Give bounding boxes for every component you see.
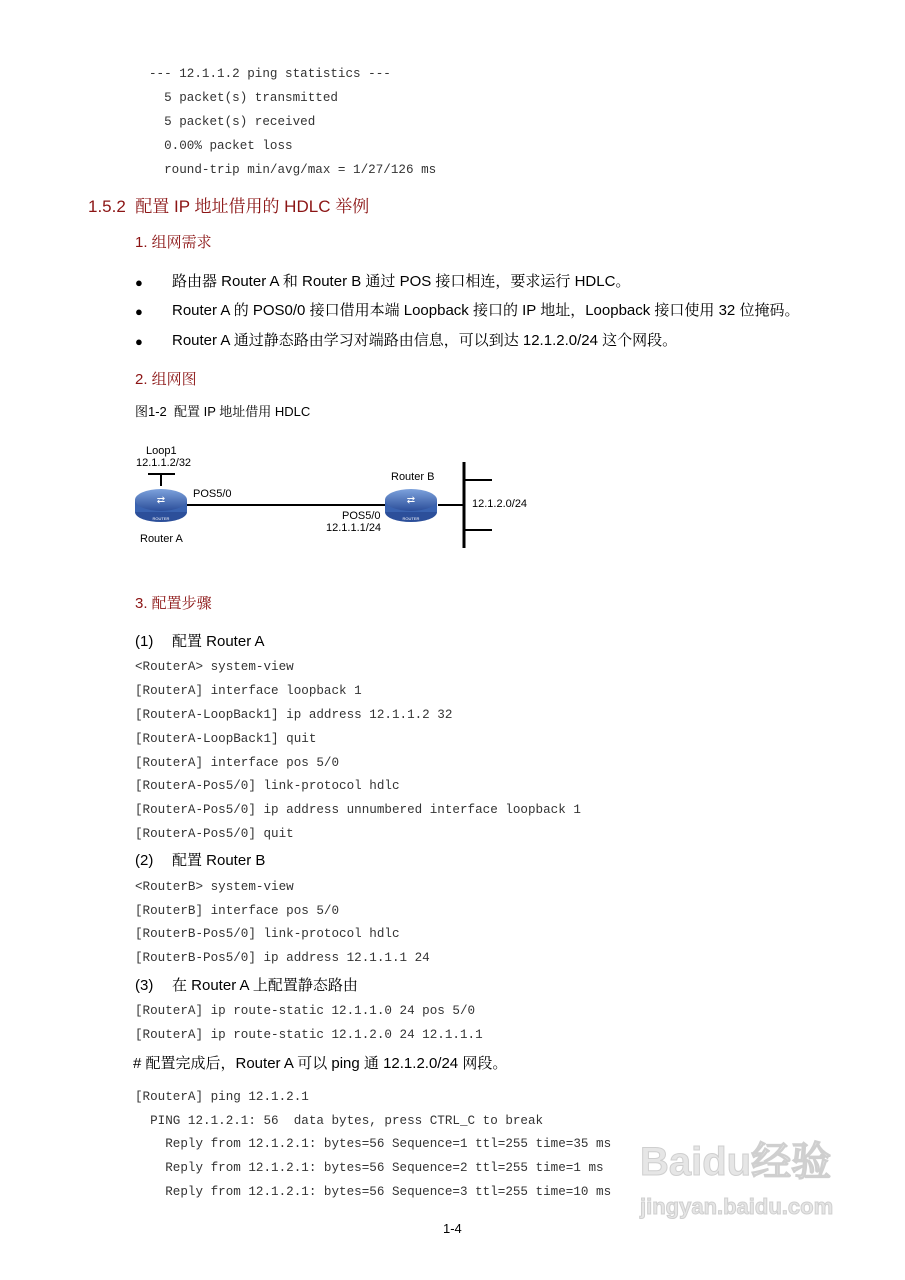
- code-line: [RouterA-Pos5/0] ip address unnumbered interface loopback 1: [135, 803, 581, 817]
- code-line: [RouterA-LoopBack1] quit: [135, 732, 317, 746]
- svg-text:ROUTER: ROUTER: [402, 516, 420, 521]
- watermark-brand: Baidu经验: [640, 1140, 832, 1184]
- code-line: [RouterB] interface pos 5/0: [135, 904, 340, 918]
- loop-label: Loop1: [146, 445, 177, 457]
- page-number: 1-4: [443, 1221, 462, 1236]
- section-title: 1.5.2 配置 IP 地址借用的 HDLC 举例: [88, 197, 370, 216]
- router-b-icon: [385, 489, 437, 522]
- bullet-icon: ●: [135, 334, 143, 349]
- step-label: 配置 Router A: [172, 633, 265, 650]
- code-line: Reply from 12.1.2.1: bytes=56 Sequence=2 ttl=255 time=1 ms: [135, 1161, 604, 1175]
- pos-a-label: POS5/0: [193, 488, 232, 500]
- bullet-icon: ●: [135, 275, 143, 290]
- baidu-watermark: [640, 1140, 833, 1220]
- figure-caption: 图1-2 配置 IP 地址借用 HDLC: [135, 404, 311, 419]
- code-line: 0.00% packet loss: [149, 139, 293, 153]
- network-label: 12.1.2.0/24: [472, 498, 528, 510]
- bullet-icon: ●: [135, 304, 143, 319]
- pos-b-ip: 12.1.1.1/24: [326, 522, 382, 534]
- code-line: 5 packet(s) received: [149, 115, 316, 129]
- diagram-heading: 2. 组网图: [135, 371, 197, 388]
- code-line: [RouterA] interface loopback 1: [135, 684, 362, 698]
- code-line: [RouterA-Pos5/0] link-protocol hdlc: [135, 779, 400, 793]
- watermark-url: jingyan.baidu.com: [640, 1194, 834, 1219]
- code-line: <RouterB> system-view: [135, 880, 294, 894]
- code-line: PING 12.1.2.1: 56 data bytes, press CTRL_C to break: [135, 1114, 544, 1128]
- code-line: <RouterA> system-view: [135, 660, 294, 674]
- code-line: [RouterA] ip route-static 12.1.1.0 24 pos 5/0: [135, 1004, 476, 1018]
- code-line: [RouterA] ping 12.1.2.1: [135, 1090, 309, 1104]
- code-line: [RouterB-Pos5/0] ip address 12.1.1.1 24: [135, 951, 430, 965]
- bullet-text: Router A 的 POS0/0 接口借用本端 Loopback 接口的 IP 地址，Loopback 接口使用 32 位掩码。: [172, 302, 800, 319]
- svg-text:ROUTER: ROUTER: [152, 516, 170, 521]
- loop-ip: 12.1.1.2/32: [136, 457, 192, 469]
- router-b-label: Router B: [391, 471, 435, 483]
- network-diagram: [120, 430, 540, 560]
- step-number: (3): [135, 977, 154, 994]
- code-line: --- 12.1.1.2 ping statistics ---: [149, 67, 391, 81]
- code-line: [RouterA] ip route-static 12.1.2.0 24 12.1.1.1: [135, 1028, 483, 1042]
- code-line: Reply from 12.1.2.1: bytes=56 Sequence=1 ttl=255 time=35 ms: [135, 1137, 612, 1151]
- code-line: [RouterA-Pos5/0] quit: [135, 827, 294, 841]
- svg-text:⇄: ⇄: [406, 495, 416, 506]
- requirements-heading: 1. 组网需求: [135, 234, 212, 251]
- code-line: 5 packet(s) transmitted: [149, 91, 338, 105]
- svg-text:⇄: ⇄: [156, 495, 166, 506]
- router-a-label: Router A: [140, 533, 183, 545]
- steps-heading: 3. 配置步骤: [135, 595, 212, 612]
- code-line: [RouterA-LoopBack1] ip address 12.1.1.2 32: [135, 708, 453, 722]
- result-note: # 配置完成后，Router A 可以 ping 通 12.1.2.0/24 网段。: [133, 1055, 508, 1072]
- step-label: 在 Router A 上配置静态路由: [172, 977, 358, 994]
- step-number: (2): [135, 852, 154, 869]
- bullet-text: Router A 通过静态路由学习对端路由信息，可以到达 12.1.2.0/24 这个网段。: [172, 332, 678, 349]
- step-number: (1): [135, 633, 154, 650]
- code-line: [RouterB-Pos5/0] link-protocol hdlc: [135, 927, 400, 941]
- code-line: Reply from 12.1.2.1: bytes=56 Sequence=3 ttl=255 time=10 ms: [135, 1185, 612, 1199]
- router-a-icon: [135, 489, 187, 522]
- bullet-text: 路由器 Router A 和 Router B 通过 POS 接口相连，要求运行 HDLC。: [172, 273, 631, 290]
- code-line: round-trip min/avg/max = 1/27/126 ms: [149, 163, 437, 177]
- step-label: 配置 Router B: [172, 852, 266, 869]
- code-line: [RouterA] interface pos 5/0: [135, 756, 340, 770]
- pos-b-label: POS5/0: [342, 510, 381, 522]
